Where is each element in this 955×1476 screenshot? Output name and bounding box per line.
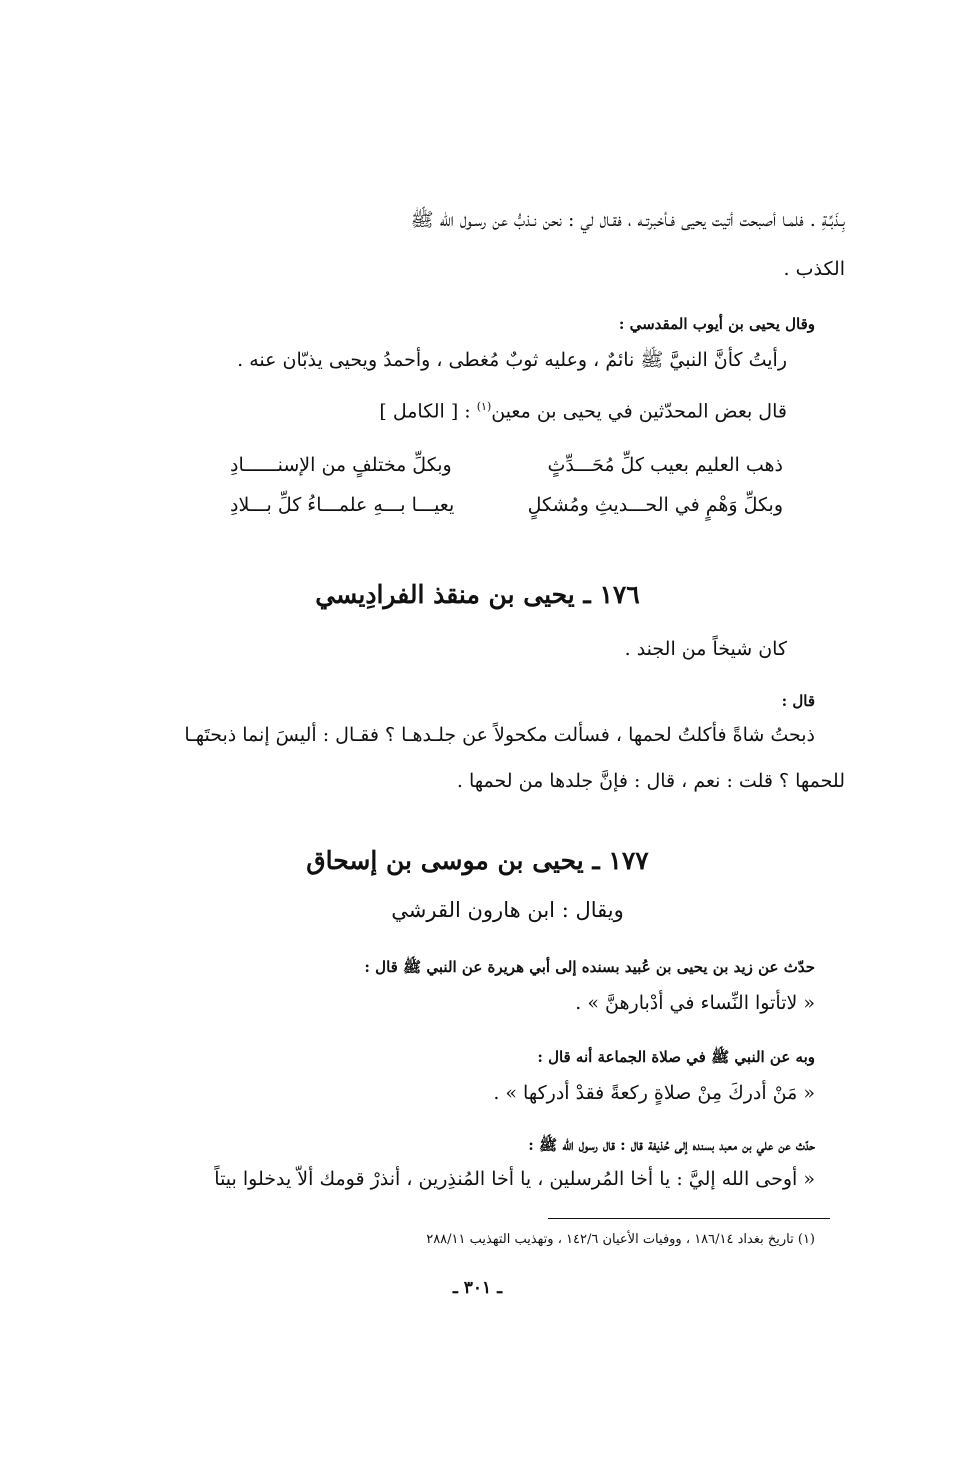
poem-intro: [379, 400, 787, 422]
narrator-intro: قال :: [781, 692, 815, 710]
verse-hemistich: وبكلِّ وَهْمٍ في الحـــديثِ ومُشكلٍ: [527, 494, 783, 516]
poem-intro-text: قال بعض المحدّثين في يحيى بن معين: [491, 400, 787, 423]
paragraph-line: الكذب .: [783, 258, 845, 280]
entry-heading: ١٧٧ ـ يحيى بن موسى بن إسحاق: [306, 846, 649, 875]
footnote-divider: [548, 1218, 830, 1219]
hadith-intro: حدّث عن زيد بن يحيى بن عُبيد بسنده إلى أبي هريرة عن النبي ﷺ قال :: [364, 958, 815, 976]
entry-subheading: ويقال : ابن هارون القرشي: [391, 898, 624, 922]
footnote-ref: (١): [476, 400, 492, 413]
entry-heading: ١٧٦ ـ يحيى بن منقذ الفرادِيسي: [315, 580, 640, 609]
poem-meter: : [ الكامل ]: [379, 400, 471, 423]
verse-hemistich: وبكلِّ مختلفٍ من الإسنــــــادِ: [230, 454, 452, 476]
verse: [230, 494, 783, 516]
verse: [230, 454, 783, 476]
verse-hemistich: يعيـــا بـــهِ علمـــاءُ كلِّ بـــلادِ: [230, 494, 455, 516]
verse-hemistich: ذهب العليم بعيب كلِّ مُحَـــدِّثٍ: [547, 454, 783, 476]
narration-line: ذبحتُ شاةً فأكلتُ لحمها ، فسألت مكحولاً عن جلـدهـا ؟ فقـال : أليسَ إنما ذبحتَهـا: [184, 724, 815, 746]
hadith-intro: حدّث عن علي بن معبد بسنده إلى حُذيفة قال : قال رسول الله ﷺ :: [528, 1136, 815, 1154]
entry-description: كان شيخاً من الجند .: [624, 638, 787, 660]
narration-text: رأيتُ كأنَّ النبيَّ ﷺ نائمٌ ، وعليه ثوبٌ مُغطى ، وأحمدُ ويحيى يذبّان عنه .: [237, 349, 787, 371]
hadith-text: « أوحى الله إليَّ : يا أخا المُرسلين ، يا أخا المُنذِرين ، أنذرْ قومك ألاّ يدخلوا بيتاً: [214, 1168, 815, 1190]
page-number: ـ ٣٠١ ـ: [452, 1278, 503, 1298]
hadith-text: « مَنْ أدركَ مِنْ صلاةٍ ركعةً فقدْ أدركها » .: [493, 1082, 815, 1104]
narration-line: للحمها ؟ قلت : نعم ، قال : فإنَّ جلدها من لحمها .: [456, 770, 845, 792]
hadith-intro: وبه عن النبي ﷺ في صلاة الجماعة أنه قال :: [537, 1048, 815, 1066]
paragraph-line: بِـذَبِّـةِ . فلمـا أصبحت أتيت يحيى فـأخبرتـه ، فقـال لي : نحن نـذبُّ عن رسـول الله ﷺ: [410, 209, 845, 231]
hadith-text: « لاتأتوا النِّساء في أدْبارهنَّ » .: [575, 992, 815, 1014]
narrator-intro: وقال يحيى بن أيوب المقدسي :: [618, 315, 815, 333]
footnote: (١) تاريخ بغداد ١٨٦/١٤ ، ووفيات الأعيان ١٤٢/٦ ، وتهذيب التهذيب ٢٨٨/١١: [426, 1232, 815, 1247]
